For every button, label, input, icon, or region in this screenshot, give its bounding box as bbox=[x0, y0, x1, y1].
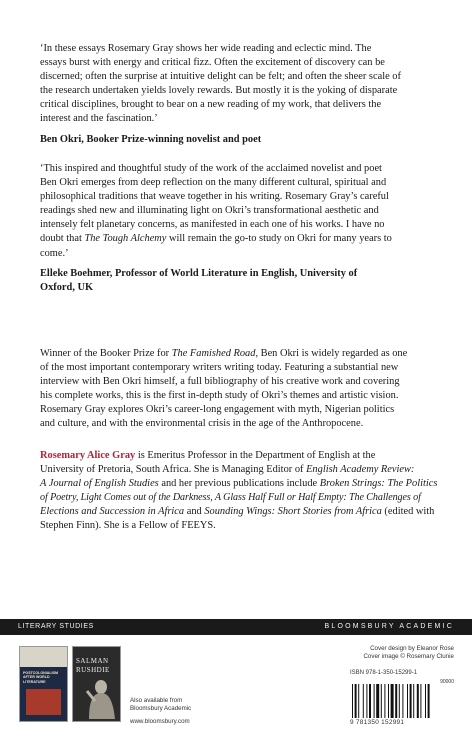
isbn-barcode-block bbox=[350, 669, 454, 729]
barcode-image bbox=[350, 684, 454, 718]
description-line bbox=[40, 347, 442, 361]
quote-boehmer-attribution-2: Oxford, UK bbox=[40, 281, 94, 293]
barcode-bar bbox=[381, 684, 382, 718]
book2-title-top: SALMAN bbox=[76, 657, 109, 665]
barcode-bar bbox=[366, 684, 367, 718]
quote-line: the research undertaken yields lovely rewards. But mostly it is the yoking of disparate bbox=[40, 85, 398, 97]
book-title-italic: The Tough Alchemy bbox=[84, 233, 167, 245]
footer-bar bbox=[0, 619, 472, 635]
statue-image bbox=[83, 679, 117, 719]
quote-line: discerned; often the surprise at intuitive delight can be felt; and often the sheer scale of bbox=[40, 71, 401, 83]
barcode-bar bbox=[410, 684, 412, 718]
bio-line bbox=[40, 505, 442, 519]
barcode-bar bbox=[391, 684, 394, 718]
description-text: , Ben Okri is widely regarded as one bbox=[255, 348, 408, 359]
barcode-bar bbox=[425, 684, 426, 718]
also-line-1: Also available from bbox=[130, 697, 183, 704]
quote-line: readings shed new and illuminating light on Okri’s transformational aesthetic and bbox=[40, 205, 379, 217]
quote-text: will remain the go-to study on Okri for many years to bbox=[166, 233, 392, 245]
author-name: Rosemary Alice Gray bbox=[40, 450, 136, 461]
barcode-bar bbox=[355, 684, 357, 718]
description-line: his complete works, this is the first in-depth study of Okri’s themes and artistic vision. bbox=[40, 390, 399, 402]
cover-design-credit: Cover design by Eleanor Rose bbox=[370, 645, 454, 652]
publisher-label: BLOOMSBURY ACADEMIC bbox=[324, 623, 454, 630]
description-line: interview with Ben Okri himself, a full bibliography of his creative work and covering bbox=[40, 376, 400, 388]
quote-line: intensely felt planetary concerns, as manifested in each one of his works. I have no bbox=[40, 219, 385, 231]
description-line: of the most important contemporary writers writing today. Featuring a substantial new bbox=[40, 362, 399, 374]
barcode-bar bbox=[402, 684, 403, 718]
description-text: Winner of the Booker Prize for bbox=[40, 348, 172, 359]
barcode-bar bbox=[407, 684, 408, 718]
cover-credits bbox=[363, 645, 454, 661]
book-title-italic: The Famished Road bbox=[171, 348, 256, 359]
quote-line: essays burst with energy and critical fizz. Often the excitement of discovery can be bbox=[40, 57, 385, 69]
quote-elleke-boehmer bbox=[40, 162, 442, 295]
author-bio bbox=[40, 449, 442, 534]
bio-italic: A Journal of English Studies bbox=[40, 478, 159, 490]
quote-text: doubt that bbox=[40, 233, 85, 245]
bio-italic: of Poetry, Light Comes out of the Darkness, A Glass Half Full or Half Empty: The Challenges of bbox=[40, 492, 421, 504]
quote-boehmer-attribution-1: Elleke Boehmer, Professor of World Literature in English, University of bbox=[40, 267, 358, 279]
book2-title-bottom: RUSHDIE bbox=[76, 666, 110, 674]
quote-boehmer-text bbox=[40, 162, 442, 261]
also-available bbox=[130, 697, 191, 726]
quote-line: Ben Okri emerges from deep reflection on the many different cultural, spiritual and bbox=[40, 177, 387, 189]
description-line: Rosemary Gray explores Okri’s career-long engagement with myth, Nigerian politics bbox=[40, 404, 395, 416]
bio-line bbox=[40, 449, 442, 463]
bio-line bbox=[40, 477, 442, 491]
bio-italic: English Academy Review: bbox=[306, 464, 415, 476]
barcode-bar bbox=[376, 684, 379, 718]
book-description bbox=[40, 347, 442, 432]
bio-text: and bbox=[184, 506, 205, 518]
book-thumbnail-rushdie bbox=[72, 646, 121, 722]
quote-line: critical disciplines, brought to bear on a new reading of my work, that delivers the bbox=[40, 99, 382, 111]
isbn-digits: 9 781350 152991 bbox=[350, 719, 405, 726]
book1-title: POSTCOLONIALISM AFTER WORLD LITERATURE bbox=[23, 671, 58, 684]
barcode-bar bbox=[363, 684, 364, 718]
also-line-2: Bloomsbury Academic bbox=[130, 705, 192, 712]
barcode-bar bbox=[420, 684, 421, 718]
isbn-addon: 90000 bbox=[440, 679, 454, 685]
barcode-bar bbox=[374, 684, 375, 718]
isbn-label: ISBN 978-1-350-15299-1 bbox=[350, 670, 418, 676]
barcode-bar bbox=[399, 684, 400, 718]
quote-ben-okri-text bbox=[40, 42, 442, 127]
barcode-bar bbox=[395, 684, 397, 718]
quote-line bbox=[40, 232, 442, 246]
cover-image-credit: Cover image © Rosemary Clunie bbox=[363, 653, 454, 660]
book-cover-art bbox=[26, 689, 61, 715]
bio-italic: Elections and Succession in Africa bbox=[40, 506, 185, 518]
quote-line: philosophical traditions that weave together in his writing. Rosemary Gray’s careful bbox=[40, 191, 389, 203]
bio-line bbox=[40, 463, 442, 477]
barcode-bar bbox=[352, 684, 353, 718]
barcode-bar bbox=[369, 684, 371, 718]
bio-text: University of Pretoria, South Africa. She is Managing Editor of bbox=[40, 464, 307, 476]
quote-ben-okri-attribution: Ben Okri, Booker Prize-winning novelist and poet bbox=[40, 133, 262, 145]
bio-line bbox=[40, 491, 442, 505]
barcode-bar bbox=[428, 684, 430, 718]
bio-text: and her previous publications include bbox=[158, 478, 320, 490]
description-line: and culture, and with the environmental crisis in the age of the Anthropocene. bbox=[40, 418, 364, 430]
bio-text: is Emeritus Professor in the Department of English at the bbox=[135, 450, 376, 461]
book-thumbnail-postcolonialism bbox=[19, 646, 68, 722]
quote-line: ‘This inspired and thoughtful study of the work of the acclaimed novelist and poet bbox=[40, 163, 382, 174]
quote-line: ‘In these essays Rosemary Gray shows her wide reading and eclectic mind. The bbox=[40, 43, 372, 54]
barcode-bar bbox=[413, 684, 414, 718]
quote-line: come.’ bbox=[40, 247, 69, 259]
barcode-bar bbox=[384, 684, 385, 718]
quote-line: interest and the fascination.’ bbox=[40, 113, 158, 125]
bloomsbury-url[interactable]: www.bloomsbury.com bbox=[130, 718, 190, 725]
barcode-bar bbox=[388, 684, 389, 718]
category-label: LITERARY STUDIES bbox=[18, 623, 94, 630]
barcode-bar bbox=[417, 684, 419, 718]
bio-italic: Broken Strings: The Politics bbox=[319, 478, 438, 490]
book-cover-band bbox=[20, 647, 67, 667]
quote-ben-okri bbox=[40, 42, 442, 147]
bio-line: Stephen Finn). She is a Fellow of FEEYS. bbox=[40, 520, 216, 532]
bio-italic: Sounding Wings: Short Stories from Africa bbox=[204, 506, 382, 518]
barcode-bar bbox=[358, 684, 359, 718]
bio-text: (edited with bbox=[381, 506, 435, 518]
